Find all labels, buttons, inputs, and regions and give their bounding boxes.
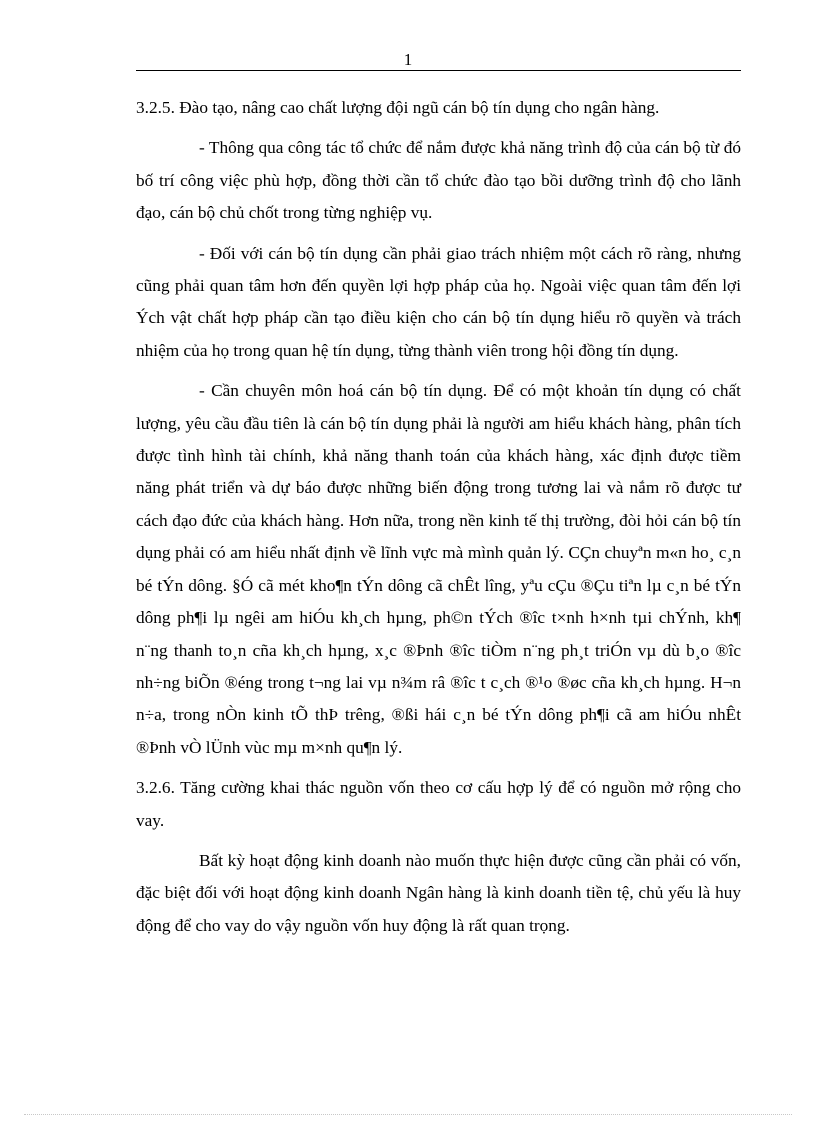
section-heading-3-2-5: 3.2.5. Đào tạo, nâng cao chất lượng đội ngũ cán bộ tín dụng cho ngân hàng. — [136, 98, 660, 117]
page-bottom-divider — [24, 1114, 792, 1115]
paragraph-1: - Thông qua công tác tổ chức để nắm được khả năng trình độ của cán bộ từ đó bố trí công việc phù hợp, đồng thời cần tổ chức đào tạo bồi dưỡng trình độ cho lãnh đạo, cán bộ chủ chốt trong từng nghiệp vụ. — [136, 138, 741, 223]
paragraph-4: Bất kỳ hoạt động kinh doanh nào muốn thực hiện được cũng cần phải có vốn, đặc biệt đối với hoạt động kinh doanh Ngân hàng là kinh doanh tiền tệ, chủ yếu là huy động để cho vay do vậy nguồn vốn huy động là rất quan trọng. — [136, 850, 741, 935]
header-rule — [136, 70, 741, 71]
section-heading-3-2-6: 3.2.6. Tăng cường khai thác nguồn vốn theo cơ cấu hợp lý để có nguồn mở rộng cho vay. — [136, 778, 741, 830]
paragraph-2: - Đối với cán bộ tín dụng cần phải giao trách nhiệm một cách rõ ràng, nhưng cũng phải quan tâm hơn đến quyền lợi hợp pháp của họ. Ngoài việc quan tâm đến lợi Ých vật chất hợp pháp cần tạo điều kiện cho cán bộ tín dụng hiểu rõ quyền và trách nhiệm của họ trong quan hệ tín dụng, từng thành viên trong hội đồng tín dụng. — [136, 243, 741, 360]
paragraph-3: - Cần chuyên môn hoá cán bộ tín dụng. Để có một khoản tín dụng có chất lượng, yêu cầu đầu tiên là cán bộ tín dụng phải là người am hiểu khách hàng, phân tích được tình hình tài chính, khả năng thanh toán của khách hàng, xác định được tiềm năng phát triển và dự báo được những biến động trong tương lai và nắm rõ được tư cách đạo đức của khách hàng. Hơn nữa, trong nền kinh tế thị trường, đòi hỏi cán bộ tín dụng phải có am hiểu nhất định về lĩnh vực mà mình quản lý. CÇn chuyªn m«n ho¸ c¸n bé tÝn dông. §Ó cã mét kho¶n tÝn dông cã chÊt lîng, yªu cÇu ®Çu tiªn lµ c¸n bé tÝn dông ph¶i lµ ngêi am hiÓu kh¸ch hµng, ph©n tÝch ®îc t×nh h×nh tµi chÝnh, kh¶ n¨ng thanh to¸n cña kh¸ch hµng, x¸c ®Þnh ®îc tiÒm n¨ng ph¸t triÓn vµ dù b¸o ®îc nh÷ng biÕn ®éng trong t¬ng lai vµ n¾m râ ®îc t c¸ch ®¹o ®øc cña kh¸ch hµng. H¬n n÷a, trong nÒn kinh tÕ thÞ trêng, ®ßi hái c¸n bé tÝn dông ph¶i cã am hiÓu nhÊt ®Þnh vÒ lÜnh vùc mµ m×nh qu¶n lý. — [136, 381, 741, 757]
document-body — [136, 92, 741, 950]
page-number: 1 — [403, 50, 413, 69]
